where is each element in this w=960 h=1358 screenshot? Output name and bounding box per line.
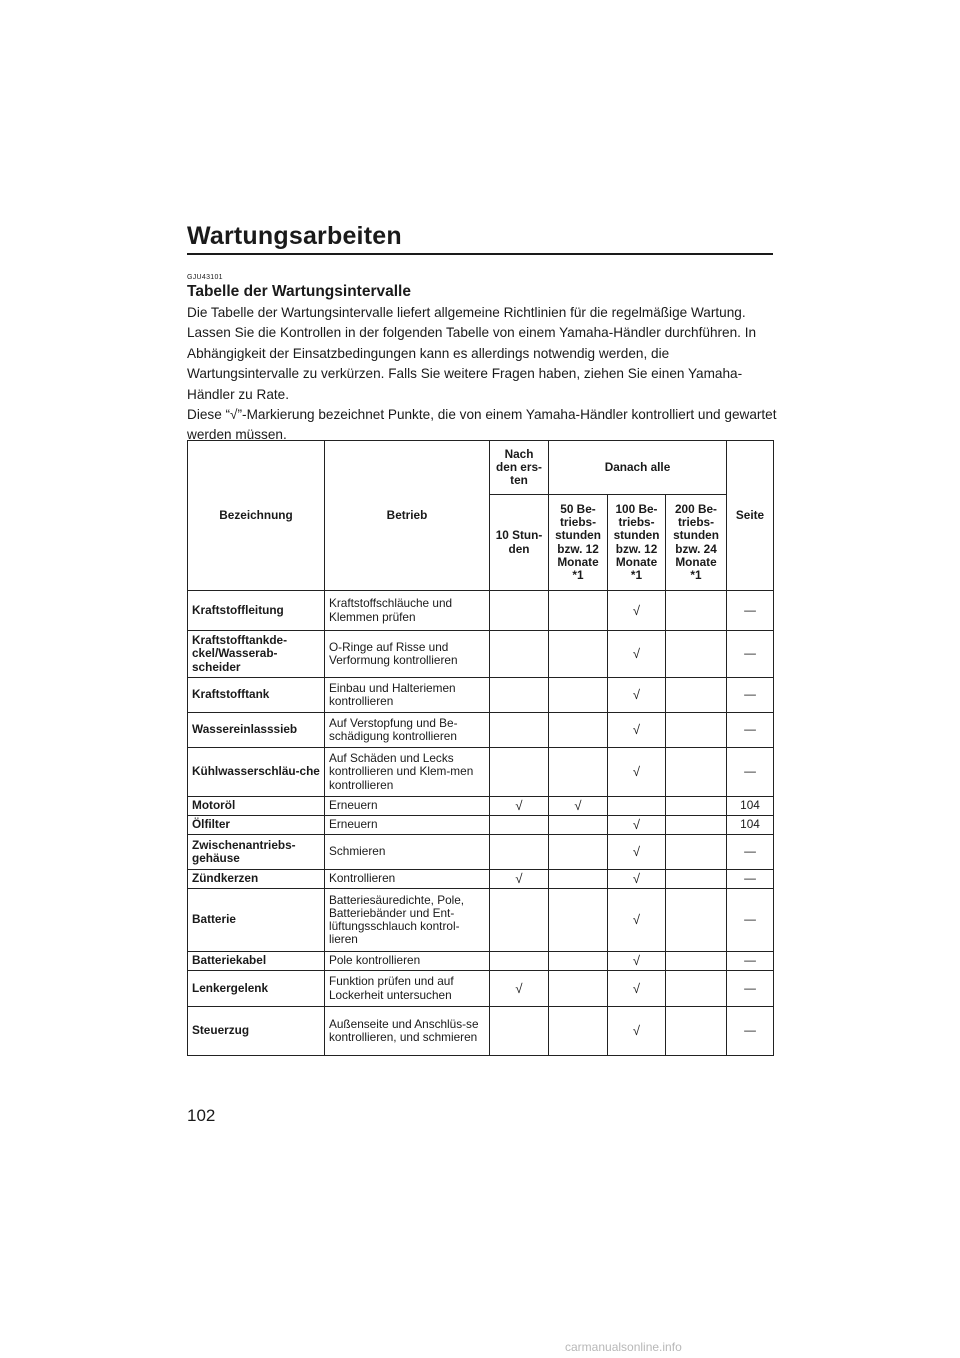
page-ref: —: [727, 952, 774, 971]
item-name: Kraftstofftank: [188, 678, 325, 713]
page-ref: —: [727, 889, 774, 952]
check-200h: [666, 1007, 727, 1056]
intro-text: [187, 303, 777, 446]
check-50h: [549, 678, 608, 713]
check-10h: [490, 678, 549, 713]
check-10h: [490, 835, 549, 870]
item-operation: Kraftstoffschläuche und Klemmen prüfen: [325, 591, 490, 631]
item-name: Lenkergelenk: [188, 971, 325, 1007]
check-10h: √: [490, 797, 549, 816]
check-100h: [608, 797, 666, 816]
item-operation: Auf Schäden und Lecks kontrollieren und Klem-men kontrollieren: [325, 748, 490, 797]
table-row: [188, 678, 774, 713]
table-row: [188, 889, 774, 952]
check-100h: √: [608, 748, 666, 797]
header-seite: Seite: [727, 441, 774, 591]
page-ref: —: [727, 678, 774, 713]
check-200h: [666, 816, 727, 835]
check-200h: [666, 591, 727, 631]
check-50h: [549, 889, 608, 952]
check-100h: √: [608, 591, 666, 631]
item-name: Zwischenantriebs-gehäuse: [188, 835, 325, 870]
check-50h: [549, 631, 608, 678]
check-200h: [666, 678, 727, 713]
page-ref: —: [727, 631, 774, 678]
section-code: GJU43101: [187, 274, 223, 281]
check-200h: [666, 631, 727, 678]
check-50h: [549, 713, 608, 748]
item-name: Batterie: [188, 889, 325, 952]
item-name: Kraftstofftankde-ckel/Wasserab-scheider: [188, 631, 325, 678]
item-operation: Kontrollieren: [325, 870, 490, 889]
watermark: carmanualsonline.info: [565, 1340, 682, 1354]
check-50h: [549, 816, 608, 835]
section-title: Tabelle der Wartungsintervalle: [187, 283, 411, 300]
table-row: [188, 870, 774, 889]
table-row: [188, 1007, 774, 1056]
page-ref: —: [727, 971, 774, 1007]
check-50h: [549, 748, 608, 797]
check-10h: [490, 713, 549, 748]
page-ref: —: [727, 591, 774, 631]
intro-paragraph: Die Tabelle der Wartungsintervalle liefert allgemeine Richtlinien für die regelmäßige Wartung. Lassen Sie die Kontrollen in der folgenden Tabelle von einem Yamaha-Händler durchführen. In Abhängigkeit der Einsatzbedingungen kann es allerdings notwendig werden, die Wartungsintervalle zu verkürzen. Falls Sie weitere Fragen haben, ziehen Sie einen Yamaha-Händler zu Rate.: [187, 305, 757, 402]
check-100h: √: [608, 713, 666, 748]
maintenance-table: [187, 440, 774, 1056]
check-200h: [666, 713, 727, 748]
check-50h: [549, 591, 608, 631]
check-200h: [666, 835, 727, 870]
item-name: Motoröl: [188, 797, 325, 816]
table-row: [188, 971, 774, 1007]
check-10h: √: [490, 870, 549, 889]
table-row: [188, 713, 774, 748]
check-10h: [490, 591, 549, 631]
check-100h: √: [608, 678, 666, 713]
table-row: [188, 835, 774, 870]
item-name: Batteriekabel: [188, 952, 325, 971]
check-10h: [490, 631, 549, 678]
check-50h: [549, 1007, 608, 1056]
header-bezeichnung: Bezeichnung: [188, 441, 325, 591]
check-10h: [490, 816, 549, 835]
page-header-title: Wartungsarbeiten: [187, 222, 402, 250]
page-ref: —: [727, 1007, 774, 1056]
header-danach: Danach alle: [549, 441, 727, 495]
check-100h: √: [608, 1007, 666, 1056]
page-number: 102: [187, 1106, 216, 1125]
table-row: [188, 952, 774, 971]
item-operation: O-Ringe auf Risse und Verformung kontrollieren: [325, 631, 490, 678]
item-operation: Außenseite und Anschlüs-se kontrollieren, und schmieren: [325, 1007, 490, 1056]
check-200h: [666, 870, 727, 889]
header-100h: 100 Be-triebs-stunden bzw. 12 Monate *1: [608, 495, 666, 591]
table-row: [188, 591, 774, 631]
check-100h: √: [608, 835, 666, 870]
page-ref: —: [727, 835, 774, 870]
check-100h: √: [608, 971, 666, 1007]
item-operation: Batteriesäuredichte, Pole, Batteriebänder und Ent-lüftungsschlauch kontrol-lieren: [325, 889, 490, 952]
check-100h: √: [608, 952, 666, 971]
item-operation: Einbau und Halteriemen kontrollieren: [325, 678, 490, 713]
table-row: [188, 816, 774, 835]
item-operation: Pole kontrollieren: [325, 952, 490, 971]
table-row: [188, 748, 774, 797]
header-10h: 10 Stun-den: [490, 495, 549, 591]
check-100h: √: [608, 816, 666, 835]
item-operation: Erneuern: [325, 816, 490, 835]
page-ref: —: [727, 748, 774, 797]
check-50h: [549, 952, 608, 971]
header-200h: 200 Be-triebs-stunden bzw. 24 Monate *1: [666, 495, 727, 591]
check-100h: √: [608, 889, 666, 952]
item-name: Steuerzug: [188, 1007, 325, 1056]
page-ref: —: [727, 870, 774, 889]
check-50h: √: [549, 797, 608, 816]
check-200h: [666, 971, 727, 1007]
item-operation: Auf Verstopfung und Be-schädigung kontrollieren: [325, 713, 490, 748]
check-100h: √: [608, 870, 666, 889]
table-row: [188, 631, 774, 678]
check-50h: [549, 971, 608, 1007]
header-betrieb: Betrieb: [325, 441, 490, 591]
check-200h: [666, 889, 727, 952]
item-operation: Erneuern: [325, 797, 490, 816]
page-ref: 104: [727, 816, 774, 835]
item-name: Zündkerzen: [188, 870, 325, 889]
header-50h: 50 Be-triebs-stunden bzw. 12 Monate *1: [549, 495, 608, 591]
check-10h: [490, 748, 549, 797]
check-10h: √: [490, 971, 549, 1007]
check-200h: [666, 797, 727, 816]
check-200h: [666, 748, 727, 797]
check-200h: [666, 952, 727, 971]
page-ref: —: [727, 713, 774, 748]
item-operation: Funktion prüfen und auf Lockerheit untersuchen: [325, 971, 490, 1007]
check-50h: [549, 870, 608, 889]
check-10h: [490, 889, 549, 952]
item-operation: Schmieren: [325, 835, 490, 870]
table-row: [188, 797, 774, 816]
check-10h: [490, 952, 549, 971]
header-nach: Nach den ers-ten: [490, 441, 549, 495]
page-ref: 104: [727, 797, 774, 816]
item-name: Ölfilter: [188, 816, 325, 835]
item-name: Wassereinlasssieb: [188, 713, 325, 748]
intro-paragraph: Diese “√”-Markierung bezeichnet Punkte, die von einem Yamaha-Händler kontrolliert und gewartet werden müssen.: [187, 407, 777, 443]
check-50h: [549, 835, 608, 870]
item-name: Kraftstoffleitung: [188, 591, 325, 631]
item-name: Kühlwasserschläu-che: [188, 748, 325, 797]
header-rule: [187, 253, 773, 255]
check-100h: √: [608, 631, 666, 678]
check-10h: [490, 1007, 549, 1056]
